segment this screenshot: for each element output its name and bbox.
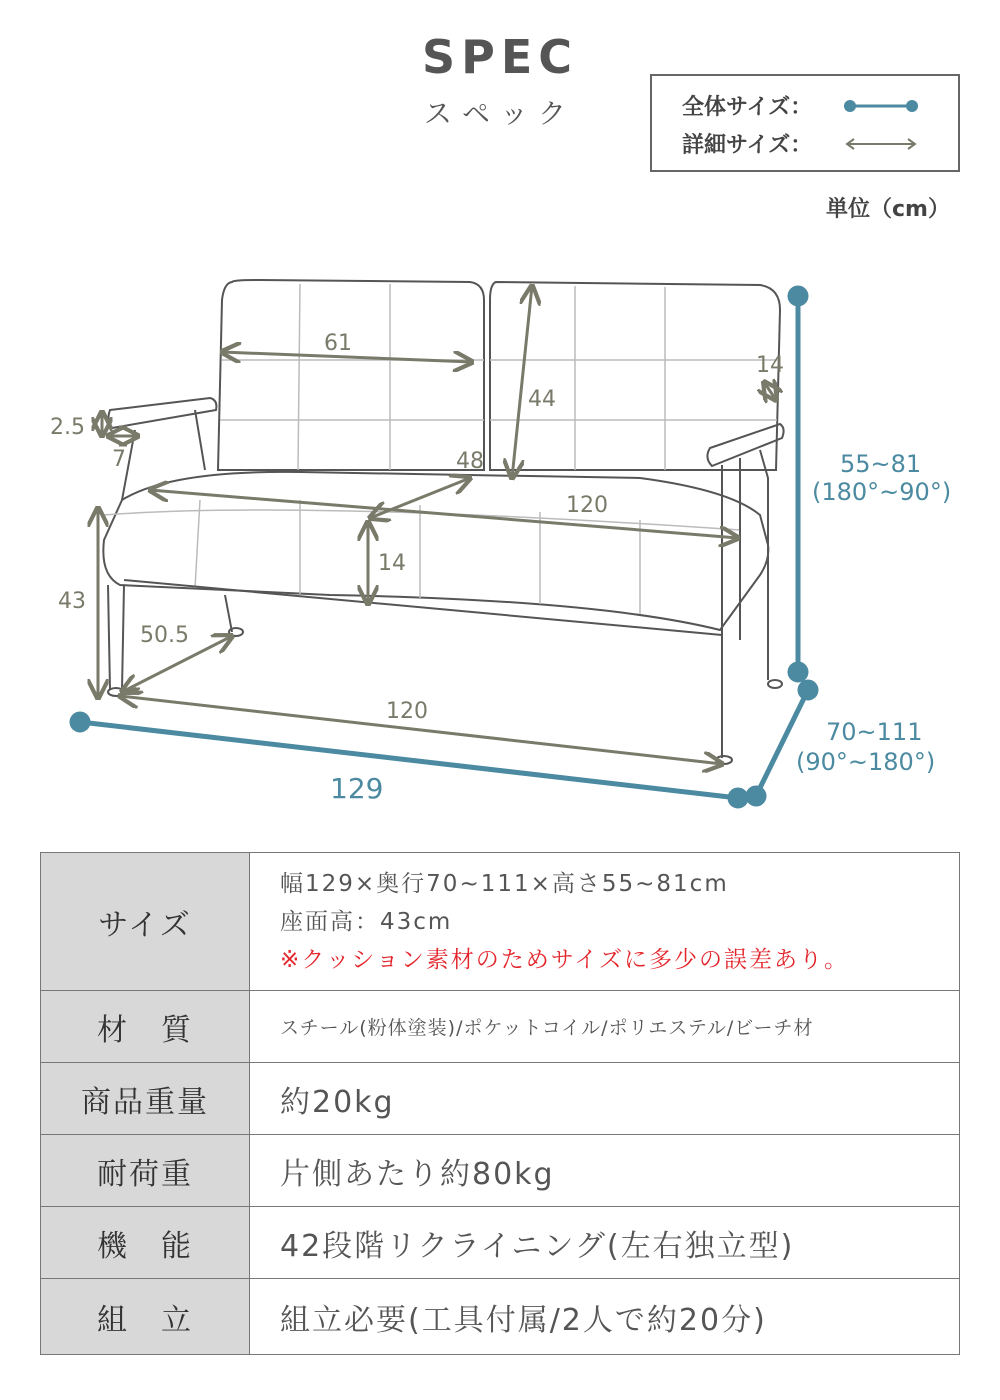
- dim-total-depth-angle: (90°~180°): [796, 748, 936, 776]
- dim-total-height: 55~81: [840, 450, 922, 478]
- spec-label-size: サイズ: [41, 853, 250, 991]
- spec-label-function: 機 能: [41, 1207, 250, 1279]
- spec-row-function: [41, 1207, 960, 1279]
- dim-total-height-angle: (180°~90°): [812, 478, 952, 506]
- spec-label-assembly: 組 立: [41, 1279, 250, 1355]
- dim-seat-height: 43: [58, 589, 86, 614]
- page-title: SPEC: [421, 30, 579, 84]
- spec-label-material: 材 質: [41, 991, 250, 1063]
- dim-seat-back-width: 61: [324, 331, 352, 356]
- spec-value-weight: 約20kg: [250, 1063, 960, 1135]
- dim-seat-thickness: 14: [378, 551, 406, 576]
- spec-value-assembly: 組立必要(工具付属/2人で約20分): [250, 1279, 960, 1355]
- dim-headrest: 14: [756, 353, 784, 378]
- sofa-illustration: [103, 280, 783, 764]
- size-line-seat-height: 座面高：43cm: [280, 908, 453, 935]
- dim-arm-thickness: 2.5: [50, 415, 85, 440]
- spec-value-size: [250, 853, 960, 991]
- size-line-dimensions: 幅129×奥行70~111×高さ55~81cm: [280, 870, 729, 897]
- size-note: ※クッション素材のためサイズに多少の誤差あり。: [280, 946, 849, 973]
- spec-row-material: [41, 991, 960, 1063]
- unit-label: 単位（cm）: [826, 197, 950, 222]
- spec-row-weight: [41, 1063, 960, 1135]
- dim-leg-width: 120: [386, 699, 428, 724]
- spec-row-load: [41, 1135, 960, 1207]
- dim-leg-depth: 50.5: [140, 623, 189, 648]
- spec-row-size: [41, 853, 960, 991]
- dim-total-depth: 70~111: [826, 718, 923, 746]
- spec-value-function: 42段階リクライニング(左右独立型): [250, 1207, 960, 1279]
- sofa-diagram: [0, 220, 1000, 820]
- dim-seat-depth: 48: [456, 449, 484, 474]
- spec-value-material: スチール(粉体塗装)/ポケットコイル/ポリエステル/ビーチ材: [250, 991, 960, 1063]
- overall-line-icon: [842, 98, 922, 114]
- detail-arrow-icon: [842, 136, 922, 152]
- legend-overall-label: 全体サイズ：: [682, 95, 813, 120]
- dim-total-width: 129: [330, 772, 384, 805]
- spec-label-load: 耐荷重: [41, 1135, 250, 1207]
- spec-row-assembly: [41, 1279, 960, 1355]
- spec-table: [40, 852, 960, 1355]
- page-subtitle: スペック: [423, 97, 576, 130]
- overall-dimension-lines: [72, 288, 816, 806]
- dim-arm-width: 7: [112, 447, 126, 472]
- legend-detail-label: 詳細サイズ：: [682, 133, 813, 158]
- spec-label-weight: 商品重量: [41, 1063, 250, 1135]
- dim-back-height: 44: [528, 387, 556, 412]
- size-legend: [650, 74, 960, 172]
- dim-seat-width: 120: [566, 493, 608, 518]
- spec-value-load: 片側あたり約80kg: [250, 1135, 960, 1207]
